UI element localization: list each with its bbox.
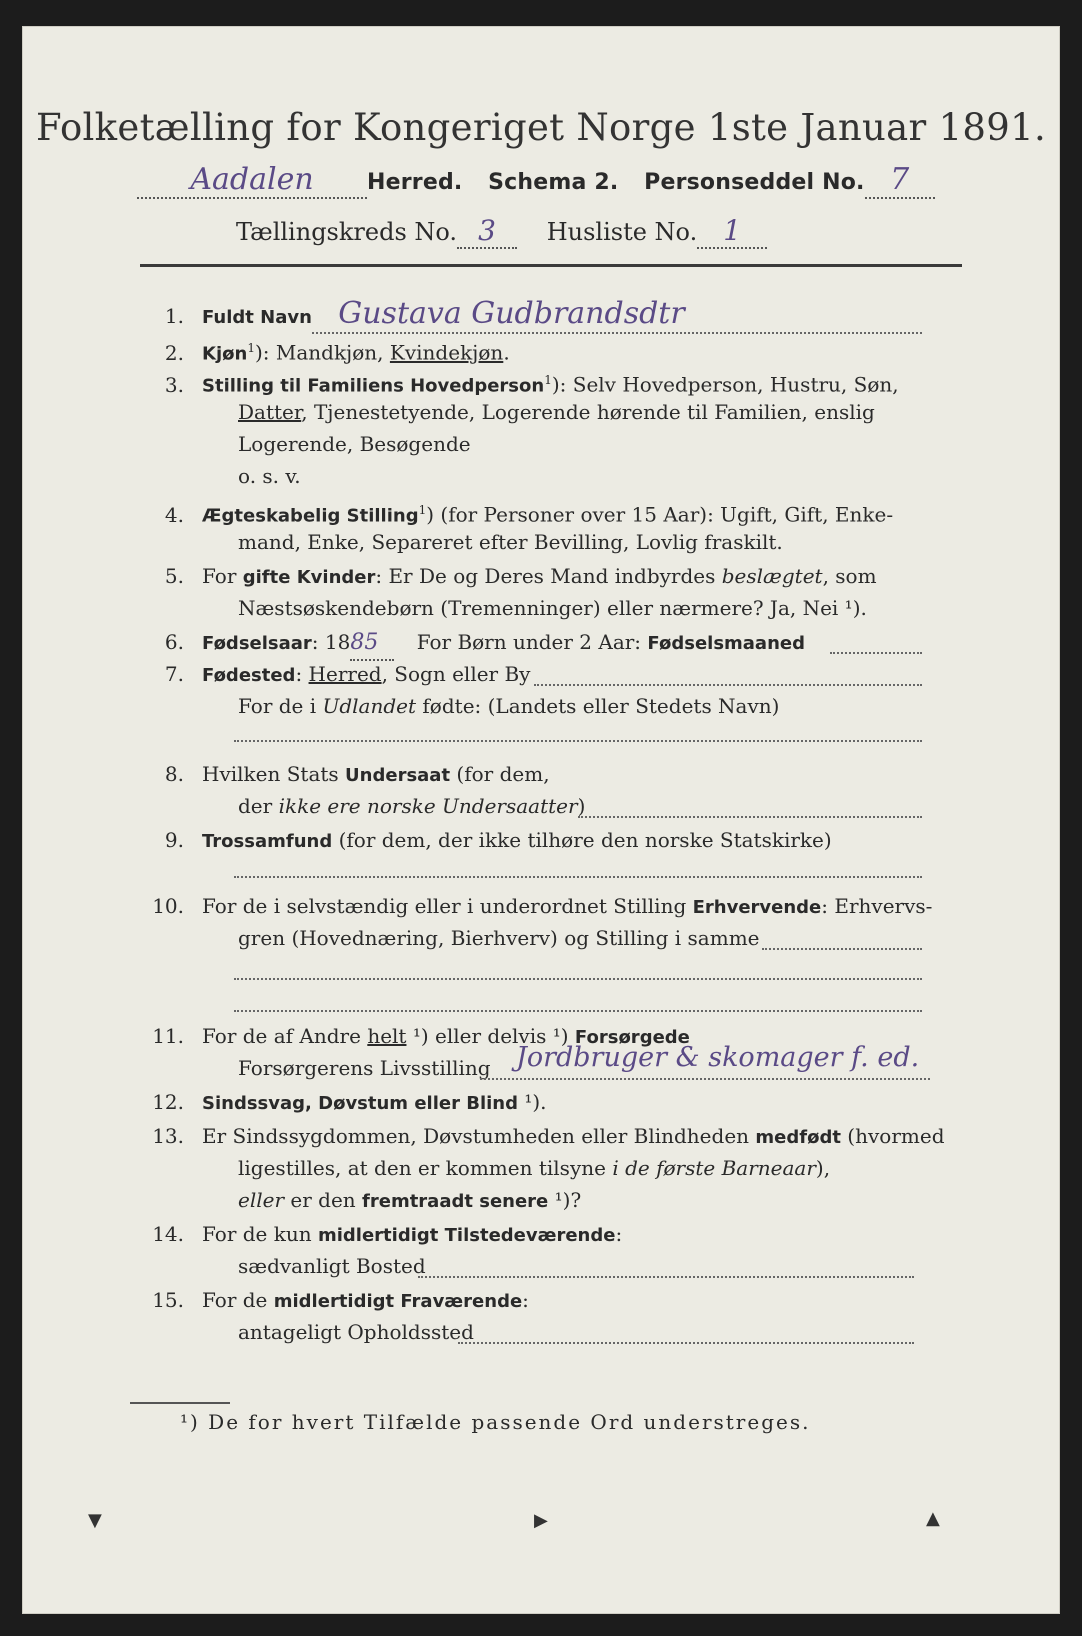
- item-number: 14.: [152, 1222, 184, 1246]
- text: : Er De og Deres Mand indbyrdes: [375, 564, 722, 588]
- item-number: 9.: [164, 828, 184, 852]
- item-number: 13.: [152, 1124, 184, 1148]
- item-8: [142, 758, 550, 792]
- text-italic: beslægtet: [721, 564, 823, 588]
- item-7: [142, 658, 530, 692]
- item-number: 5.: [164, 564, 184, 588]
- item-number: 3.: [164, 372, 184, 397]
- item-13-line-3: [238, 1184, 581, 1218]
- citizenship-dotted-line: [578, 816, 922, 818]
- text: , som: [822, 564, 877, 588]
- text: For de i selvstændig eller i underordnet Stilling: [202, 894, 693, 918]
- item-number: 11.: [152, 1024, 184, 1048]
- text: :: [295, 662, 309, 686]
- husliste-label: Husliste No.: [546, 218, 698, 246]
- item-number: 10.: [152, 894, 184, 918]
- full-name-label: Fuldt Navn: [202, 307, 312, 328]
- herred-label: Herred.: [367, 170, 463, 195]
- item-15: [142, 1284, 529, 1318]
- temporary-absent-label: midlertidigt Fraværende: [273, 1291, 523, 1312]
- census-form-sheet: [22, 26, 1060, 1614]
- text: fødte: (Landets eller Stedets Navn): [416, 694, 780, 718]
- birth-year-label: Fødselsaar: [202, 633, 312, 654]
- birthplace-dotted-line: [534, 684, 922, 686]
- kreds-line: [236, 214, 767, 249]
- provider-occupation-value: Jordbruger & skomager f. ed.: [516, 1042, 920, 1073]
- occupation-dotted-line-1: [762, 948, 922, 950]
- text: For: [202, 564, 243, 588]
- family-position-options: ): Selv Hovedperson, Hustru, Søn,: [551, 372, 899, 397]
- corner-mark-icon: ▼: [88, 1510, 102, 1531]
- footnote-ref: 1: [544, 373, 552, 387]
- item-12: [142, 1086, 547, 1120]
- item-3-line-2: [238, 396, 875, 428]
- punct: .: [503, 340, 510, 365]
- text: (for dem, der ikke tilhøre den norske Statskirke): [332, 828, 832, 852]
- usual-residence-label: sædvanligt Bosted: [238, 1254, 426, 1278]
- text: der: [238, 794, 279, 818]
- item-10: [142, 890, 932, 924]
- marital-status-options: ) (for Personer over 15 Aar): Ugift, Gift, Enke-: [426, 502, 894, 527]
- item-5-line-2: Næstsøskendebørn (Tremenninger) eller nærmere? Ja, Nei ¹).: [238, 596, 867, 620]
- text: : 18: [311, 630, 351, 654]
- center-mark-icon: ▶: [534, 1510, 548, 1531]
- religion-label: Trossamfund: [202, 831, 333, 852]
- text: : Erhvervs-: [821, 894, 933, 918]
- text: ¹) eller delvis ¹): [406, 1024, 575, 1048]
- text: ¹).: [517, 1090, 547, 1114]
- gender-label: Kjøn: [202, 343, 248, 365]
- full-name-value: Gustava Gudbrandsdtr: [338, 296, 685, 331]
- herred-line: [137, 162, 935, 199]
- text: :: [522, 1288, 529, 1312]
- usual-residence-dotted-line: [418, 1276, 914, 1278]
- gender-selected: Kvindekjøn: [389, 340, 504, 365]
- text: Er Sindssygdommen, Døvstumheden eller Blindheden: [202, 1124, 756, 1148]
- provider-dotted-line: [480, 1078, 930, 1080]
- text: ): [577, 794, 586, 818]
- birth-month-label: Fødselsmaaned: [647, 633, 805, 654]
- text: (hvormed: [840, 1124, 945, 1148]
- text: Hvilken Stats: [202, 762, 346, 786]
- item-number: 1.: [164, 304, 184, 328]
- text-italic: ikke ere norske Undersaatter: [278, 794, 578, 818]
- text: er den: [284, 1188, 363, 1212]
- item-9: [142, 824, 832, 858]
- citizenship-label: Undersaat: [345, 765, 451, 786]
- item-3-line-3: Logerende, Besøgende: [238, 432, 471, 456]
- foreign-birthplace-dotted-line: [234, 740, 922, 742]
- item-13: [142, 1120, 945, 1154]
- family-position-label: Stilling til Familiens Hovedperson: [202, 375, 545, 397]
- text: For de: [202, 1288, 274, 1312]
- text-italic: Udlandet: [322, 694, 417, 718]
- text: For de i: [238, 694, 323, 718]
- marital-status-label: Ægteskabelig Stilling: [202, 505, 419, 527]
- gender-options: ): Mandkjøn,: [254, 340, 390, 365]
- item-14: [142, 1218, 622, 1252]
- text: :: [615, 1222, 623, 1246]
- birthplace-label: Fødested: [202, 665, 296, 686]
- birthplace-selected: Herred: [308, 662, 382, 686]
- probable-residence-label: antageligt Opholdssted: [238, 1320, 474, 1344]
- occupation-dotted-line-2: [234, 978, 922, 980]
- item-number: 4.: [164, 502, 184, 527]
- footnote-ref: 1: [247, 341, 255, 355]
- support-selected: helt: [367, 1024, 407, 1048]
- text: For Børn under 2 Aar:: [416, 630, 648, 654]
- probable-residence-dotted-line: [458, 1342, 914, 1344]
- item-6: [142, 626, 805, 661]
- supported-label: Forsørgede: [574, 1027, 690, 1048]
- birth-year-value: 85: [350, 627, 394, 661]
- item-5: [142, 560, 877, 594]
- husliste-value: 1: [697, 214, 767, 249]
- right-mark-icon: ▲: [926, 1508, 940, 1529]
- item-13-line-2: [238, 1152, 830, 1184]
- footnote-ref: 1: [418, 503, 427, 517]
- item-7-line-2: [238, 690, 779, 722]
- footnote-rule: [130, 1402, 230, 1404]
- item-3-line-4: o. s. v.: [238, 464, 301, 488]
- congenital-label: medfødt: [755, 1127, 841, 1148]
- family-position-selected: Datter: [238, 400, 302, 424]
- kreds-label: Tællingskreds No.: [236, 218, 458, 246]
- text: ¹)?: [548, 1188, 582, 1212]
- later-onset-label: fremtraadt senere: [362, 1191, 549, 1212]
- personseddel-value: 7: [865, 162, 935, 199]
- text-italic: eller: [238, 1188, 285, 1212]
- text: ligestilles, at den er kommen tilsyne: [238, 1156, 613, 1180]
- item-number: 12.: [152, 1090, 184, 1114]
- item-11-line-2: [238, 1052, 491, 1084]
- occupation-label: Erhvervende: [692, 897, 822, 918]
- header-rule: [140, 264, 962, 267]
- item-10-line-2: gren (Hovednæring, Bierhverv) og Stilling i samme: [238, 926, 760, 950]
- item-number: 2.: [164, 340, 184, 365]
- personseddel-label: Personseddel No.: [644, 170, 865, 195]
- item-number: 6.: [164, 630, 184, 654]
- kreds-value: 3: [457, 214, 517, 249]
- occupation-dotted-line-3: [234, 1010, 922, 1012]
- provider-occupation-label: Forsørgerens Livsstilling: [238, 1056, 491, 1080]
- text: ),: [815, 1156, 831, 1180]
- item-number: 7.: [164, 662, 184, 686]
- text: For de kun: [202, 1222, 318, 1246]
- text: , Sogn eller By: [381, 662, 531, 686]
- form-title: Folketælling for Kongeriget Norge 1ste Januar 1891.: [36, 106, 1046, 149]
- temporary-present-label: midlertidigt Tilstedeværende: [317, 1225, 616, 1246]
- family-position-options-2: , Tjenestetyende, Logerende hørende til Familien, enslig: [301, 400, 875, 424]
- religion-dotted-line: [234, 876, 922, 878]
- herred-value: Aadalen: [137, 162, 367, 199]
- disability-label: Sindssvag, Døvstum eller Blind: [202, 1093, 518, 1114]
- item-number: 15.: [152, 1288, 184, 1312]
- text: For de af Andre: [202, 1024, 368, 1048]
- text-italic: i de første Barneaar: [612, 1156, 816, 1180]
- item-1: [142, 298, 685, 334]
- footnote: ¹) De for hvert Tilfælde passende Ord understreges.: [180, 1410, 811, 1434]
- text: (for dem,: [450, 762, 550, 786]
- item-number: 8.: [164, 762, 184, 786]
- schema-label: Schema 2.: [488, 170, 619, 195]
- item-4-line-2: mand, Enke, Separeret efter Bevilling, Lovlig fraskilt.: [238, 530, 783, 554]
- married-women-label: gifte Kvinder: [242, 567, 376, 588]
- birth-month-dotted-line: [830, 652, 922, 654]
- item-8-line-2: [238, 790, 585, 822]
